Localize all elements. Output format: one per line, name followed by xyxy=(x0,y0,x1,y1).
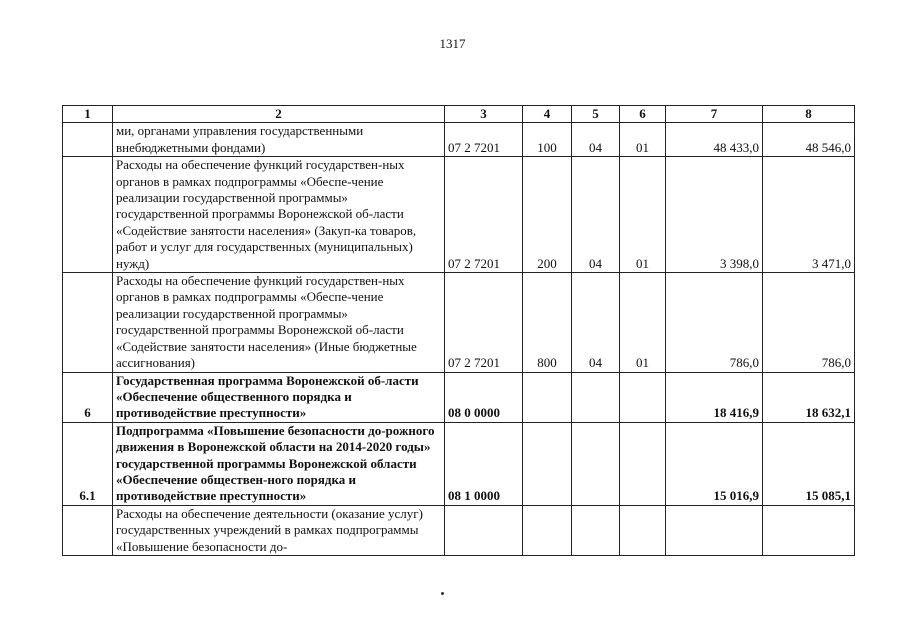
row-name: Государственная программа Воронежской об-ласти «Обеспечение общественного порядка и противодействие преступности» xyxy=(113,372,445,422)
row-col6: 01 xyxy=(620,273,666,372)
row-code: 08 0 0000 xyxy=(445,372,523,422)
row-col5 xyxy=(572,505,620,555)
row-amount-8: 15 085,1 xyxy=(763,422,855,505)
header-cell: 6 xyxy=(620,106,666,123)
row-col5: 04 xyxy=(572,123,620,157)
row-amount-7: 3 398,0 xyxy=(666,157,763,273)
table-row xyxy=(63,505,855,555)
row-amount-8: 3 471,0 xyxy=(763,157,855,273)
row-col6 xyxy=(620,372,666,422)
row-amount-7: 786,0 xyxy=(666,273,763,372)
row-col6 xyxy=(620,422,666,505)
header-cell: 4 xyxy=(523,106,572,123)
row-index xyxy=(63,123,113,157)
row-code: 08 1 0000 xyxy=(445,422,523,505)
row-amount-7: 18 416,9 xyxy=(666,372,763,422)
row-amount-8: 18 632,1 xyxy=(763,372,855,422)
table-row xyxy=(63,273,855,372)
header-cell: 5 xyxy=(572,106,620,123)
row-amount-7: 15 016,9 xyxy=(666,422,763,505)
row-col5 xyxy=(572,422,620,505)
header-row xyxy=(63,106,855,123)
row-index: 6 xyxy=(63,372,113,422)
row-name: Подпрограмма «Повышение безопасности до-рожного движения в Воронежской области на 2014-2020 годы» государственной программы Воронежской области «Обеспечение обществен-ного порядка и противодействие преступности» xyxy=(113,422,445,505)
row-col6: 01 xyxy=(620,123,666,157)
row-col5: 04 xyxy=(572,157,620,273)
header-cell: 8 xyxy=(763,106,855,123)
page-number: 1317 xyxy=(439,36,466,51)
row-col4: 800 xyxy=(523,273,572,372)
row-name: Расходы на обеспечение деятельности (оказание услуг) государственных учреждений в рамках подпрограммы «Повышение безопасности до- xyxy=(113,505,445,555)
row-col4: 200 xyxy=(523,157,572,273)
row-col4 xyxy=(523,372,572,422)
header-cell: 2 xyxy=(113,106,445,123)
row-col4: 100 xyxy=(523,123,572,157)
row-amount-8: 48 546,0 xyxy=(763,123,855,157)
row-name: ми, органами управления государственными внебюджетными фондами) xyxy=(113,123,445,157)
row-amount-7 xyxy=(666,505,763,555)
row-index: 6.1 xyxy=(63,422,113,505)
table-row xyxy=(63,157,855,273)
row-amount-8: 786,0 xyxy=(763,273,855,372)
header-cell: 1 xyxy=(63,106,113,123)
row-index xyxy=(63,505,113,555)
header-cell: 3 xyxy=(445,106,523,123)
row-col5: 04 xyxy=(572,273,620,372)
row-code xyxy=(445,505,523,555)
row-name: Расходы на обеспечение функций государствен-ных органов в рамках подпрограммы «Обеспе-чение реализации государственной программы» государственной программы Воронежской об-ласти «Содействие занятости населения» (Иные бюджетные ассигнования) xyxy=(113,273,445,372)
footer-dot xyxy=(441,592,444,595)
row-code: 07 2 7201 xyxy=(445,123,523,157)
row-code: 07 2 7201 xyxy=(445,157,523,273)
row-amount-7: 48 433,0 xyxy=(666,123,763,157)
row-col4 xyxy=(523,422,572,505)
row-amount-8 xyxy=(763,505,855,555)
header-cell: 7 xyxy=(666,106,763,123)
row-col6: 01 xyxy=(620,157,666,273)
table-row xyxy=(63,422,855,505)
budget-table xyxy=(62,105,855,556)
row-index xyxy=(63,273,113,372)
row-index xyxy=(63,157,113,273)
row-col5 xyxy=(572,372,620,422)
row-col4 xyxy=(523,505,572,555)
row-name: Расходы на обеспечение функций государствен-ных органов в рамках подпрограммы «Обеспе-чение реализации государственной программы» государственной программы Воронежской об-ласти «Содействие занятости населения» (Закуп-ка товаров, работ и услуг для государственных (муниципальных) нужд) xyxy=(113,157,445,273)
table-row xyxy=(63,123,855,157)
table-row xyxy=(63,372,855,422)
row-col6 xyxy=(620,505,666,555)
row-code: 07 2 7201 xyxy=(445,273,523,372)
